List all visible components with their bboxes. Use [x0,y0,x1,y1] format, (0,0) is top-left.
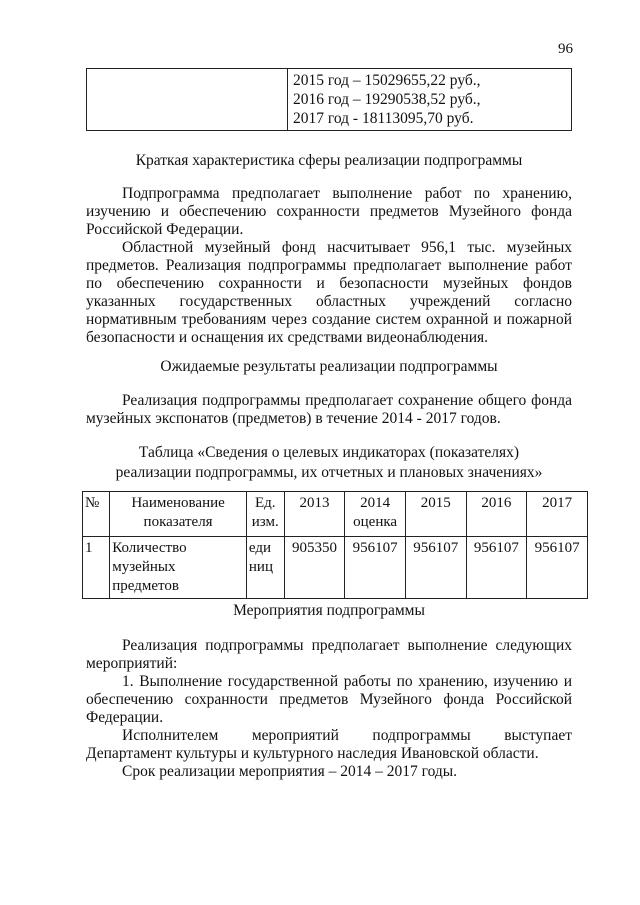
paragraph: Подпрограмма предполагает выполнение работ по хранению, изучению и обеспечению сохранности предметов Музейного фонда Российской Федерации. [86,185,572,238]
table-row [83,537,588,599]
cell-2013: 905350 [284,537,345,599]
paragraph: Исполнителем мероприятий подпрограммы выступает Департамент культуры и культурного наследия Ивановской области. [86,727,572,762]
empty-cell [87,69,288,131]
header-number: № [83,492,110,537]
cell-unit: еди ниц [246,537,284,599]
page-number: 96 [558,41,573,57]
header-unit: Ед. изм. [246,492,284,537]
results-text [86,392,572,428]
funding-line-2015: 2015 год – 15029655,22 руб., [293,72,481,89]
header-2017: 2017 [527,492,588,537]
funding-table [86,68,572,131]
section-heading-results: Ожидаемые результаты реализации подпрограммы [160,358,498,375]
header-2013: 2013 [284,492,345,537]
paragraph: Областной музейный фонд насчитывает 956,1 тыс. музейных предметов. Реализация подпрограммы предполагает выполнение работ по обеспечению сохранности и безопасности музейных фондов указанных государственных областных учреждений согласно нормативным требованиям через создание систем охранной и пожарной безопасности и оснащения их средствами видеонаблюдения. [86,239,572,346]
cell-number: 1 [83,537,110,599]
paragraph: Реализация подпрограммы предполагает выполнение следующих мероприятий: [86,637,572,672]
table-header-row [83,492,588,537]
funding-line-2017: 2017 год - 18113095,70 руб. [293,110,474,127]
table-caption [86,443,572,483]
cell-2017: 956107 [527,537,588,599]
table-row [87,69,572,131]
section-heading-characteristics: Краткая характеристика сферы реализации подпрограммы [135,152,523,169]
cell-2014: 956107 [345,537,406,599]
cell-2015: 956107 [405,537,466,599]
funding-line-2016: 2016 год – 19290538,52 руб., [293,91,481,108]
header-2016: 2016 [466,492,527,537]
characteristics-text [86,185,572,347]
cell-2016: 956107 [466,537,527,599]
paragraph: 1. Выполнение государственной работы по хранению, изучению и обеспечению сохранности предметов Музейного фонда Российской Федерации. [86,673,572,726]
table-caption-line: реализации подпрограммы, их отчетных и плановых значениях» [115,464,543,481]
header-2014: 2014 оценка [345,492,406,537]
paragraph: Срок реализации мероприятия – 2014 – 2017 годы. [122,763,458,780]
paragraph: Реализация подпрограммы предполагает сохранение общего фонда музейных экспонатов (предметов) в течение 2014 - 2017 годов. [86,392,572,427]
funding-cell [288,69,572,131]
table-caption-line: Таблица «Сведения о целевых индикаторах (показателях) [138,444,520,461]
indicators-table [82,491,588,599]
activities-text [86,637,572,781]
cell-name: Количество музейных предметов [110,537,247,599]
header-name: Наименование показателя [110,492,247,537]
section-heading-activities: Мероприятия подпрограммы [233,602,425,619]
header-2015: 2015 [405,492,466,537]
